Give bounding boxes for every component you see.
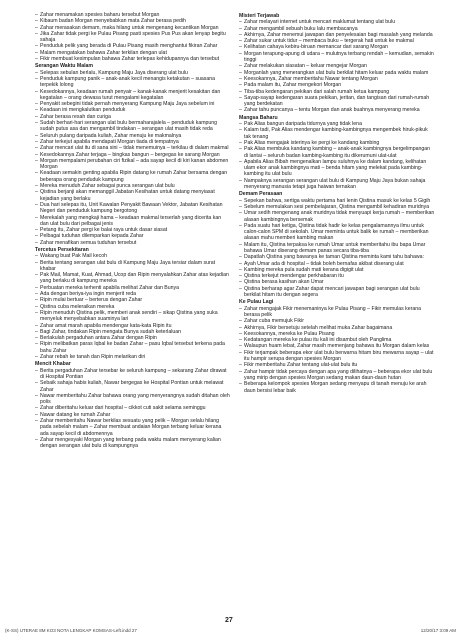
right-bullet-item: – Zahar mengajak Fikir menemaninya ke Pulau Pisang – Fikir memulas kerana berasa pelik <box>239 306 435 319</box>
right-bullet-item: – Pada suatu hari ketiga, Qistina tidak hadir ke kelas pengalamannya ilmu untuk calon-calon SPM di sekolah. Umar meminta untuk balik ke rumah – memberikan alasan mahu memberi kambing makan <box>239 223 435 242</box>
left-bullet-item: – Zahar menamakan spesies baharu tersebut Morgan <box>35 12 231 18</box>
right-bullet-item: – Kedatangan mereka ke pulau itu kali ini disambut oleh Panglima <box>239 337 435 343</box>
left-bullet-item: – Bagi Zahar, tindakan Ripin mengata Bunya sudah keterlaluan <box>35 329 231 335</box>
right-bullet-item: – Qistina terkejut mendengar perkhabaran itu <box>239 273 435 279</box>
right-bullet-item: – Zahar hampir tidak percaya dengan apa yang dilihatnya – beberapa ekor ulat bulu yang mirip dengan spesies Morgan sedang makan daun-daun hutan <box>239 369 435 382</box>
right-bullet-item: – Pada malam itu, Zahar mengekori Morgan <box>239 82 435 88</box>
left-bullet-item: – Keadaan semakin genting apabila Ripin datang ke rumah Zahar bersama dengan beberapa orang penduduk kampung <box>35 170 231 183</box>
left-bullet-item: – Zahar terkejut apabila mendapati Morgan tiada di tempatnya <box>35 139 231 145</box>
left-bullet-item: – Sebaik sahaja habis kuliah, Nawar bergegas ke Hospital Pontian untuk melawat Zahar <box>35 380 231 393</box>
right-bullet-item: – Apabila Alias Bibah mengenalkan lampu suluhnya ke dalam kandang, kelihatan ulam ekor anak kambingnya mati – benda hitam yang melekat pada kambing-kambing itu ulat bulu <box>239 159 435 178</box>
right-bullet-item: – Zahar sukar untuk tidur – membaca buku – tergerak hati untuk ke makmal <box>239 38 435 44</box>
right-bullet-item: – Zahar mengambil sebuah buku lalu membacanya <box>239 26 435 32</box>
right-bullet-item: – Umar sedih mengenang anak muridnya tidak menyuapi kerja rumah – memberikan alasan kambingnya bersemak <box>239 210 435 223</box>
right-bullet-item: – Kalam tadi, Pak Alias mendengar kambing-kambingnya mengembek hiruk-pikuk tak tenang <box>239 127 435 140</box>
left-bullet-item: – Ada dengan beriya-iya ingin menjerit reda <box>35 291 231 297</box>
left-bullet-item: – Zahar rebah ke tanah dan Ripin melarikan diri <box>35 354 231 360</box>
left-bullet-item: – Fikir membuat kesimpulan bahawa Zahar terlepas kehidupannya dan tersebut <box>35 56 231 62</box>
print-footer <box>5 628 456 633</box>
right-bullet-item: – Sayap-sayap kedengaran suara pekikan, jeritan, dan tangisan dari rumah-rumah yang berdekatan <box>239 95 435 108</box>
right-bullet-item: – Walaupun huam lebat, Zahar masih memenjang bahawa itu Morgan dalam kelas <box>239 343 435 349</box>
left-bullet-item: – Kibaum badan Morgan menyebabkan mata Zahar berasa pedih <box>35 18 231 24</box>
right-section-heading: Demam Perasaan <box>239 191 283 198</box>
right-bullet-item: – Tiba-tiba kedengaran pekikan dari salah rumah ketua kampung <box>239 89 435 95</box>
left-bullet-item: – Penduduk pelik yang berada di Pulau Pisang masih menghantui fikiran Zahar <box>35 43 231 49</box>
left-bullet-item: – Zahar menafikan semua tuduhan tersebut <box>35 240 231 246</box>
right-bullet-item: – Zahar tahu puncanya – tentu Morgan dan anak buahnya menyerang mereka <box>239 107 435 113</box>
right-bullet-item: – Keesokannya, mereka ke Pulau Pisang <box>239 331 435 337</box>
right-bullet-item: – Malam itu, Qistina terpaksa ke rumah Umar untuk memberitahu ibu bapa Umar bahawa Umar diserang demam panas secara tiba-tiba <box>239 242 435 255</box>
left-bullet-item: – Pelbagai tuduhan dilemparkan kepada Zahar <box>35 233 231 239</box>
left-bullet-item: – Kesedokannya Zahar terjaga – bingkas bangun – bergegas ke sarang Morgan <box>35 152 231 158</box>
right-bullet-item: – Fikir terjampak beberapa ekor ulat bulu berwarna hitam biru mewarna sayap – ulat itu hampir serupa dengan spesies Morgan <box>239 350 435 363</box>
right-bullet-item: – Qistina berharap agar Zahar dapat mencari jawapan bagi serangan ulat bulu berkilat hitam itu dengan segera <box>239 286 435 299</box>
left-bullet-item: – Kesedokannya, keadaan rumah penyair – kanak-kanak menjerit kesakitan dan kegatalan – orang dewasa turut mengalami kegatalan <box>35 89 231 102</box>
left-bullet-item: – Penduduk kampung panik – anak-anak kecil menangis ketakutan – suasana terpekik lolong <box>35 76 231 89</box>
right-bullet-item: – Akhirnya, Fikir bersetuju setelah melihat muka Zahar bagaimana <box>239 325 435 331</box>
right-bullet-item: – Fikir memberitahu Zahar tentang ulat-ulat bulu itu <box>239 362 435 368</box>
right-bullet-item: – Nampaknya serangan serangan ulat bulu di Kampung Maju Jaya bukan sahaja menyerang manusia tetapi juga haiwan ternakan <box>239 178 435 191</box>
right-bullet-item: – Kelihatan cahaya kebiru-biruan memancar dari sarang Morgan <box>239 44 435 50</box>
left-bullet-item: – Petang itu, Zahar pergi ke balai raya untuk dasar siasat <box>35 227 231 233</box>
left-bullet-item: – Berita pergaduhan Zahar tersebar ke seluruh kampung – sekarang Zahar dirawat di Hospital Pontian <box>35 368 231 381</box>
left-bullet-item: – Jika Zahar tidak pergi ke Pulau Pisang pasti spesies Pus Pus akan lenyap begitu sahaja <box>35 31 231 44</box>
left-bullet-item: – Dua hari selepas itu, Unit Kawalan Penyakit Bawaan Vektor, Jabatan Kesihatan Negeri dan penduduk kampung bergotong <box>35 202 231 215</box>
left-bullet-item: – Zahar memberitahu Nawar berkilas sesuatu yang pelik – Morgan selalu hilang pada sebelah malam – Zahar membuat andaian Morgan terbang keluar kerana ada sayap kecil di abdomennya <box>35 418 231 437</box>
page-number: 27 <box>225 617 233 624</box>
left-bullet-item: – Merekalah yang mengkaji hama – keadaan makmal terserlah yang dicerita kan dan ulat bulu dari pelbagai jenis <box>35 215 231 228</box>
left-section-heading: Tercetus Persekitaran <box>35 246 89 253</box>
left-bullet-item: – Zahar mencari ulat itu di sana sini – tidak menemuinya – terkilau di dalam makmal <box>35 145 231 151</box>
left-bullet-item: – Sudah berhari-hari serangan ulat bulu bermaharajalela – penduduk kampung sudah putus asa dan mengambil tindakan – serangan ulat masih tidak reda <box>35 120 231 133</box>
left-bullet-item: – Seluruh pulang daripada kuliah, Zahar menuju ke makmalnya <box>35 133 231 139</box>
right-bullet-item: – Dapatlah Qistina yang bawanya ke taman Qistina meminta kami tahu bahawa: <box>239 254 435 260</box>
left-section-heading: Mencit Khabar <box>35 361 71 368</box>
left-bullet-item: – Zahar amat marah apabila mendengar kata-kata Ripin itu <box>35 323 231 329</box>
footer-file-info: (K-SS) UTERAE 8M KO3 NOTA LENGKAP KOMSAS-Left.indd 27 <box>5 628 137 633</box>
left-bullet-item: – Ripin mulai bertuar – berterus dengan Zahar <box>35 297 231 303</box>
right-bullet-item: – Pak Alias membuka kandang kambing – anak-anak kambingnya bergelimpangan di lantai – seluruh badan kambing-kambing itu dikerumuni ulat-ulat <box>239 146 435 159</box>
footer-timestamp: 12/20/17 3:09 AM <box>420 628 456 633</box>
left-bullet-item: – Selepas sebulan berlalu, Kampung Maju Jaya diserang ulat bulu <box>35 70 231 76</box>
left-bullet-item: – Nawar memberitahu Zahar bahawa orang yang menyerangnya sudah ditahan oleh polis <box>35 393 231 406</box>
left-bullet-item: – Perbuatan mereka terhenti apabila melihat Zahar dan Bunya <box>35 285 231 291</box>
right-column <box>239 12 435 394</box>
left-bullet-item: – Penyakit sebegini tidak pernah menyerang Kampung Maju Jaya sebelum ini <box>35 101 231 107</box>
left-bullet-item: – Wakang buat Pak Mail kecoh <box>35 253 231 259</box>
left-section-heading: Serangan Waktu Malam <box>35 63 94 70</box>
left-bullet-item: – Morgan mempalami perubahan ciri fizikal – ada sayap kecil di kiri kanan abdomen Morgan <box>35 158 231 171</box>
left-bullet-item: – Nawar datang ke rumah Zahar <box>35 412 231 418</box>
right-bullet-item: – Morgan terapung-apung di udara – mulutnya terbang rendah – kemudian, semakin tinggi <box>239 51 435 64</box>
right-bullet-item: – Ayah Umar ada di hospital – tidak boleh bernafas akibat diserang ulat <box>239 261 435 267</box>
right-bullet-item: – Morganlah yang menerangkan ulat bulu berkilat hitam keluar pada waktu malam <box>239 70 435 76</box>
right-section-heading: Misteri Terjawab <box>239 13 280 19</box>
right-bullet-item: – Sepekan bahwa, sertiga waktu pertama hari lenin Qistina masuk ke kelas 5 Gigih <box>239 198 435 204</box>
left-bullet-item: – Berita tentang serangan ulat bulu di Kampung Maju Jaya tersiar dalam surat khabar <box>35 260 231 273</box>
left-bullet-item: – Pak Mail, Mamat, Kuat, Ahmad, Ucop dan Ripin menyalahkan Zahar atas kejadian yang berlaku di kampung mereka <box>35 272 231 285</box>
right-bullet-item: – Qistina berasa kasihan akan Umar <box>239 279 435 285</box>
right-bullet-item: – Zahar cuba memujuk Fikir <box>239 318 435 324</box>
left-bullet-item: – Malam mengatakan bahawa Zahar terkilan dengan ulat <box>35 50 231 56</box>
left-bullet-item: – Zahar diberitahu keluar dari hospital – cikkot cuti sakit selama seminggu <box>35 405 231 411</box>
right-bullet-item: – Kambing mereka pula sudah mati kerana digigit ulat <box>239 267 435 273</box>
right-bullet-item: – Pak Alias mengajak isterinya ke pergi ke kandang kambing <box>239 140 435 146</box>
left-bullet-item: – Berlakulah pergaduhan antara Zahar dengan Ripin <box>35 335 231 341</box>
right-bullet-item: – Keesokannya, Zahar memberitahu Nawar tentang Morgan <box>239 76 435 82</box>
left-bullet-item: – Ripin menuduh Qistina pelik, memberi anak sendiri – sikap Qistina yang suka menyeluk menyebabkan suaminya lari <box>35 310 231 323</box>
left-bullet-item: – Zahar berasa resah dan curiga <box>35 114 231 120</box>
left-bullet-item: – Qistina berjanji akan memanggil Jabatan Kesihatan untuk datang menyiasat kejadian yang berlaku <box>35 189 231 202</box>
left-bullet-item: – Mereka menuduh Zahar sebagai punca serangan ulat bulu <box>35 183 231 189</box>
left-bullet-item: – Qistina cuba meleraikan mereka <box>35 304 231 310</box>
left-bullet-item: – Zahar mengesyaki Morgan yang terbang pada waktu malam menyerang kalian dengan serangan ulat bulu di kampungnya <box>35 437 231 450</box>
right-bullet-item: – Zahar melakukan siasatan – keluar mengejar Morgan <box>239 63 435 69</box>
right-bullet-item: – Beberapa kelompok spesies Morgan sedang menyapu di tanah menuju ke arah daun bersisi lebar baik <box>239 381 435 394</box>
right-bullet-item: – Akhirnya, Zahar menemui jawapan dan penyelesaian bagi masalah yang melanda <box>239 32 435 38</box>
right-bullet-item: – Pak Alias bangun daripada tidurnya yang tidak lena <box>239 121 435 127</box>
column-gutter <box>232 18 233 618</box>
left-bullet-item: – Keadaan ini mengkalutkan penduduk <box>35 107 231 113</box>
right-section-heading: Ke Pulau Lagi <box>239 299 274 306</box>
right-section-heading: Mangsa Baharu <box>239 114 278 121</box>
right-bullet-item: – Zahar melayari internet untuk mencari maklumat tentang ulat bulu <box>239 19 435 25</box>
left-bullet-item: – Ripin melibatkan paras Iqbal ke badan Zahar – pasu Iqbal tersebut terkena pada bahu Zahar <box>35 341 231 354</box>
left-column <box>35 12 231 449</box>
right-bullet-item: – Sebelum memulakan sesi pembelajaran, Qistina mengambil kehadiran muridnya <box>239 204 435 210</box>
left-bullet-item: – Zahar merasakan demam, maka hilang untuk mengenang kecantikan Morgan <box>35 25 231 31</box>
